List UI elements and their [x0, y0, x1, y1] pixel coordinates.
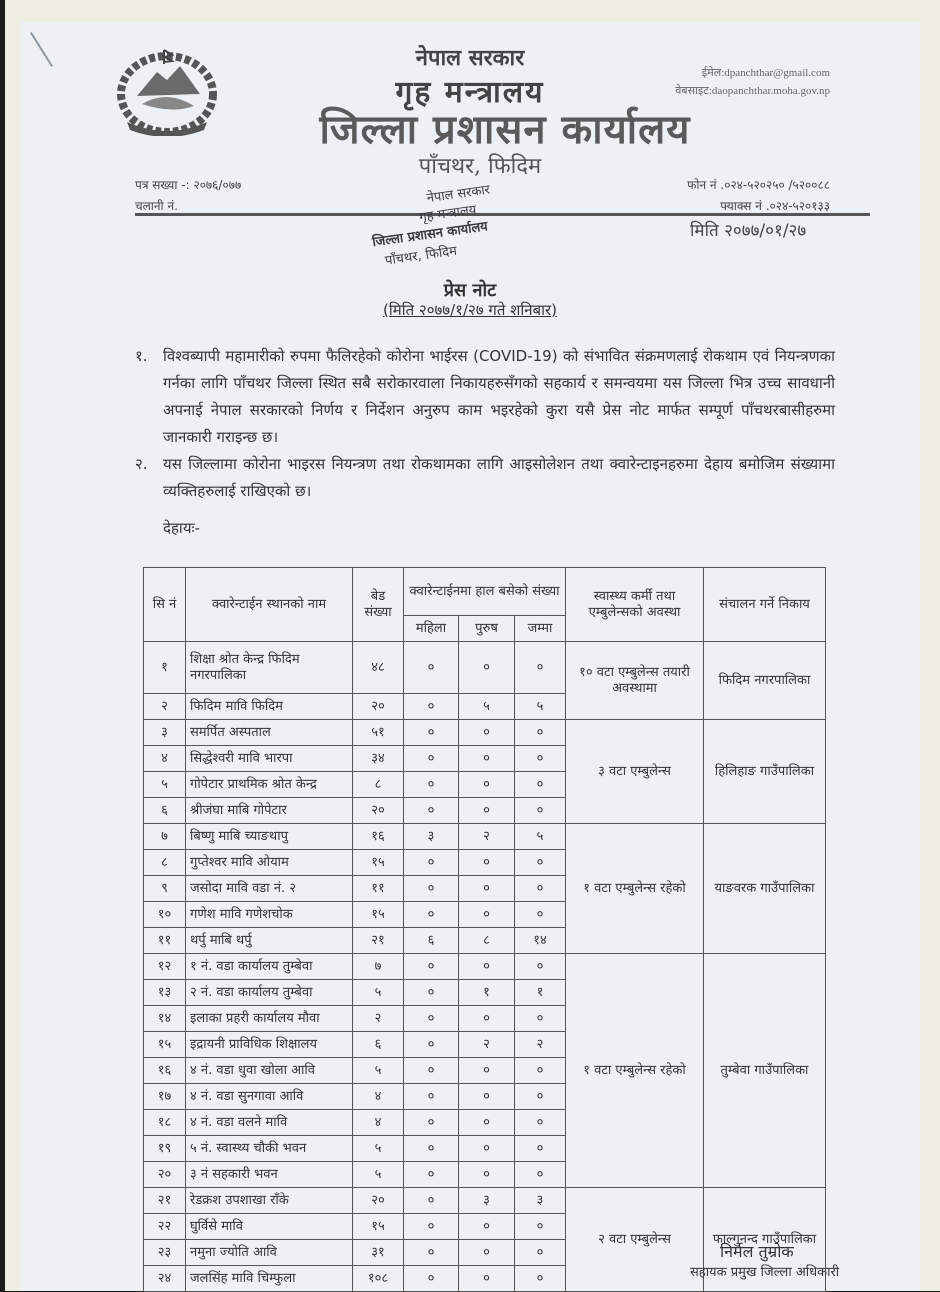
cell-female: ०	[404, 1240, 459, 1266]
paragraph-number: २.	[135, 455, 148, 473]
press-note-subtitle	[0, 300, 940, 320]
cell-name: ३ नं सहकारी भवन	[186, 1162, 353, 1188]
cell-beds: १०८	[353, 1266, 404, 1292]
cell-name: शिक्षा श्रोत केन्द्र फिदिम नगरपालिका	[186, 642, 353, 694]
government-name: नेपाल सरकार	[415, 45, 525, 71]
cell-health-status: ३ वटा एम्बुलेन्स	[566, 720, 704, 824]
cell-female: ०	[404, 1136, 459, 1162]
cell-beds: ८	[353, 772, 404, 798]
cell-total: ०	[515, 1214, 566, 1240]
header-sn: सि नं	[144, 568, 186, 642]
cell-sn: २१	[144, 1188, 186, 1214]
cell-beds: ४	[353, 1110, 404, 1136]
cell-sn: १८	[144, 1110, 186, 1136]
cell-name: रेडक्रश उपशाखा राँके	[186, 1188, 353, 1214]
nepal-emblem-icon	[112, 44, 222, 136]
cell-beds: ५	[353, 1136, 404, 1162]
cell-name: इलाका प्रहरी कार्यालय मौवा	[186, 1006, 353, 1032]
stamp-line-1: नेपाल सरकार	[425, 182, 491, 207]
cell-female: ०	[404, 694, 459, 720]
fax-number: फ्याक्स नं .०२४-५२०१३३	[720, 199, 830, 213]
header-male: पुरुष	[459, 616, 515, 642]
header-female: महिला	[404, 616, 459, 642]
cell-male: २	[459, 824, 515, 850]
cell-sn: ११	[144, 928, 186, 954]
paragraph-2	[135, 451, 835, 505]
paragraph-1	[135, 343, 835, 451]
cell-total: ०	[515, 1084, 566, 1110]
cell-total: ०	[515, 902, 566, 928]
cell-female: ३	[404, 824, 459, 850]
cell-beds: ७	[353, 954, 404, 980]
cell-male: ०	[459, 772, 515, 798]
cell-beds: ४	[353, 1084, 404, 1110]
cell-operator: हिलिहाङ गाउँपालिका	[704, 720, 826, 824]
cell-operator: फिदिम नगरपालिका	[704, 642, 826, 720]
cell-beds: ५	[353, 980, 404, 1006]
cell-name: ४ नं. वडा धुवा खोला आवि	[186, 1058, 353, 1084]
cell-male: ०	[459, 850, 515, 876]
cell-total: ०	[515, 798, 566, 824]
cell-female: ०	[404, 1266, 459, 1292]
cell-male: ०	[459, 902, 515, 928]
cell-sn: ४	[144, 746, 186, 772]
cell-total: ५	[515, 694, 566, 720]
cell-total: ०	[515, 1110, 566, 1136]
cell-male: ०	[459, 798, 515, 824]
cell-female: ०	[404, 954, 459, 980]
phone-number: फोन नं .०२४-५२०२५० /५२००८८	[687, 178, 830, 192]
cell-health-status: १० वटा एम्बुलेन्स तयारी अवस्थामा	[566, 642, 704, 720]
cell-beds: १५	[353, 850, 404, 876]
cell-beds: ४८	[353, 642, 404, 694]
quarantine-table	[143, 567, 826, 1292]
cell-name: जलसिंह मावि चिम्फुला	[186, 1266, 353, 1292]
signatory-name: निर्मल तुम्रोक	[720, 1242, 794, 1261]
cell-sn: २०	[144, 1162, 186, 1188]
cell-female: ०	[404, 850, 459, 876]
cell-male: ०	[459, 1136, 515, 1162]
ministry-name: गृह मन्त्रालय	[395, 75, 545, 110]
paragraph-text: विश्वब्यापी महामारीको रुपमा फैलिरहेको कोरोना भाईरस (COVID-19) को संभावित संक्रमणलाई रोकथाम एवं नियन्त्रणका गर्नका लागि पाँचथर जिल्ला स्थित सबै सरोकारवाला निकायहरुसँगको सहकार्य र समन्वयमा यस जिल्ला भित्र उच्च सावधानी अपनाई नेपाल सरकारको निर्णय र निर्देशन अनुरुप काम भइरहेको कुरा यसै प्रेस नोट मार्फत सम्पूर्ण पाँचथरबासीहरुमा जानकारी गराइन्छ छ।	[163, 347, 835, 446]
cell-total: ०	[515, 850, 566, 876]
cell-name: समर्पित अस्पताल	[186, 720, 353, 746]
email-text: ईमेल:dpanchthar@gmail.com	[701, 67, 830, 79]
cell-name: गुप्तेश्वर मावि ओयाम	[186, 850, 353, 876]
cell-male: ०	[459, 1266, 515, 1292]
cell-name: ४ नं. वडा सुनगावा आवि	[186, 1084, 353, 1110]
cell-name: घुर्विसे मावि	[186, 1214, 353, 1240]
cell-operator: तुम्बेवा गाउँपालिका	[704, 954, 826, 1188]
cell-total: ०	[515, 1266, 566, 1292]
cell-total: ०	[515, 954, 566, 980]
stamp-line-2: गृह मन्त्रालय	[418, 202, 478, 226]
cell-male: ०	[459, 1006, 515, 1032]
cell-health-status: १ वटा एम्बुलेन्स रहेको	[566, 824, 704, 954]
cell-sn: १५	[144, 1032, 186, 1058]
header-total: जम्मा	[515, 616, 566, 642]
cell-sn: २२	[144, 1214, 186, 1240]
signature-block	[690, 1240, 839, 1280]
cell-female: ०	[404, 1214, 459, 1240]
cell-female: ०	[404, 1110, 459, 1136]
cell-total: ०	[515, 642, 566, 694]
cell-male: २	[459, 1032, 515, 1058]
cell-operator: याङवरक गाउँपालिका	[704, 824, 826, 954]
cell-male: ०	[459, 1162, 515, 1188]
cell-total: १	[515, 980, 566, 1006]
cell-name: गोपेटार प्राथमिक श्रोत केन्द्र	[186, 772, 353, 798]
cell-total: ०	[515, 1136, 566, 1162]
cell-male: ०	[459, 876, 515, 902]
cell-male: ०	[459, 1084, 515, 1110]
cell-name: ४ नं. वडा वलने मावि	[186, 1110, 353, 1136]
cell-health-status: १ वटा एम्बुलेन्स रहेको	[566, 954, 704, 1188]
cell-total: १४	[515, 928, 566, 954]
cell-male: ०	[459, 1110, 515, 1136]
cell-male: ०	[459, 1240, 515, 1266]
cell-male: ०	[459, 1214, 515, 1240]
cell-sn: ९	[144, 876, 186, 902]
cell-female: ०	[404, 1188, 459, 1214]
cell-sn: १४	[144, 1006, 186, 1032]
stamp-line-3: जिल्ला प्रशासन कार्यालय	[371, 219, 489, 251]
cell-beds: २०	[353, 798, 404, 824]
header-name: क्वारेन्टाईन स्थानको नाम	[186, 568, 353, 642]
header-operator: संचालन गर्ने निकाय	[704, 568, 826, 642]
cell-sn: १६	[144, 1058, 186, 1084]
cell-female: ०	[404, 1084, 459, 1110]
cell-total: ०	[515, 746, 566, 772]
cell-beds: ११	[353, 876, 404, 902]
document-date: मिति २०७७/०१/२७	[690, 221, 807, 241]
cell-sn: १९	[144, 1136, 186, 1162]
cell-female: ०	[404, 798, 459, 824]
cell-sn: १	[144, 642, 186, 694]
paragraph-number: १.	[135, 347, 148, 365]
cell-beds: ५१	[353, 720, 404, 746]
cell-beds: २०	[353, 694, 404, 720]
cell-sn: १३	[144, 980, 186, 1006]
cell-female: ०	[404, 1032, 459, 1058]
cell-health-status: २ वटा एम्बुलेन्स	[566, 1188, 704, 1292]
cell-female: ६	[404, 928, 459, 954]
cell-name: इद्रायनी प्राविधिक शिक्षालय	[186, 1032, 353, 1058]
cell-female: ०	[404, 1162, 459, 1188]
cell-name: नमुना ज्योति आवि	[186, 1240, 353, 1266]
cell-sn: ५	[144, 772, 186, 798]
cell-total: ०	[515, 876, 566, 902]
cell-beds: १६	[353, 824, 404, 850]
office-location: पाँचथर, फिदिम	[418, 154, 542, 179]
cell-female: ०	[404, 1006, 459, 1032]
cell-beds: ३१	[353, 1240, 404, 1266]
cell-beds: ३४	[353, 746, 404, 772]
cell-beds: १५	[353, 902, 404, 928]
cell-male: ८	[459, 928, 515, 954]
cell-female: ०	[404, 980, 459, 1006]
cell-beds: ५	[353, 1162, 404, 1188]
cell-male: ०	[459, 954, 515, 980]
cell-beds: १५	[353, 1214, 404, 1240]
cell-male: ३	[459, 1188, 515, 1214]
signatory-designation: सहायक प्रमुख जिल्ला अधिकारी	[690, 1265, 840, 1280]
press-note-title: प्रेस नोट	[443, 280, 497, 301]
cell-name: थर्पु माबि थर्पु	[186, 928, 353, 954]
cell-total: ०	[515, 1162, 566, 1188]
cell-male: ५	[459, 694, 515, 720]
cell-name: फिदिम मावि फिदिम	[186, 694, 353, 720]
letter-number: पत्र सख्या -: २०७६/०७७	[135, 178, 242, 192]
office-name: जिल्ला प्रशासन कार्यालय	[319, 106, 691, 153]
header-health: स्वास्थ्य कर्मी तथा एम्बुलेन्सको अवस्था	[566, 568, 704, 642]
cell-operator: फाल्गुनन्द गाउँपालिका	[704, 1188, 826, 1292]
cell-female: ०	[404, 720, 459, 746]
cell-total: ३	[515, 1188, 566, 1214]
cell-male: ०	[459, 642, 515, 694]
cell-name: ५ नं. स्वास्थ्य चौकी भवन	[186, 1136, 353, 1162]
cell-male: ०	[459, 1058, 515, 1084]
cell-sn: १२	[144, 954, 186, 980]
cell-name: बिष्णु माबि च्याङथापु	[186, 824, 353, 850]
paragraph-text: यस जिल्लामा कोरोना भाइरस नियन्त्रण तथा रोकथामका लागि आइसोलेशन तथा क्वारेन्टाइनहरुमा देहाय बमोजिम संख्यामा व्यक्तिहरुलाई राखिएको छ।	[163, 455, 835, 500]
cell-name: १ नं. वडा कार्यालय तुम्बेवा	[186, 954, 353, 980]
cell-male: ०	[459, 720, 515, 746]
cell-sn: २४	[144, 1266, 186, 1292]
table-row	[144, 720, 826, 746]
cell-female: ०	[404, 642, 459, 694]
table-row	[144, 824, 826, 850]
table-row	[144, 954, 826, 980]
table-row	[144, 1188, 826, 1214]
cell-female: ०	[404, 876, 459, 902]
cell-female: ०	[404, 902, 459, 928]
cell-sn: ३	[144, 720, 186, 746]
cell-female: ०	[404, 772, 459, 798]
cell-sn: २	[144, 694, 186, 720]
cell-female: ०	[404, 746, 459, 772]
cell-name: जसोदा मावि वडा नं. २	[186, 876, 353, 902]
cell-sn: ७	[144, 824, 186, 850]
cell-total: ०	[515, 772, 566, 798]
cell-sn: ६	[144, 798, 186, 824]
cell-beds: २०	[353, 1188, 404, 1214]
cell-name: गणेश मावि गणेशचोक	[186, 902, 353, 928]
cell-male: ०	[459, 746, 515, 772]
cell-beds: ५	[353, 1058, 404, 1084]
website-text: वेबसाइट:daopanchthar.moha.gov.np	[675, 85, 830, 97]
cell-total: ०	[515, 1006, 566, 1032]
dispatch-number: चलानी नं.	[135, 199, 178, 213]
stamp-line-4: पाँचथर, फिदिम	[384, 243, 458, 269]
cell-sn: २३	[144, 1240, 186, 1266]
cell-total: ०	[515, 1058, 566, 1084]
cell-sn: १७	[144, 1084, 186, 1110]
cell-beds: २	[353, 1006, 404, 1032]
cell-beds: २१	[353, 928, 404, 954]
header-beds: बेड संख्या	[353, 568, 404, 642]
table-row	[144, 642, 826, 694]
cell-total: ५	[515, 824, 566, 850]
press-note-date: (मिति २०७७/१/२७ गते शनिबार)	[383, 301, 557, 319]
cell-name: सिद्धेश्वरी मावि भारपा	[186, 746, 353, 772]
cell-male: १	[459, 980, 515, 1006]
cell-sn: ८	[144, 850, 186, 876]
cell-total: ०	[515, 720, 566, 746]
cell-beds: ६	[353, 1032, 404, 1058]
dehay-label: देहायः-	[163, 519, 200, 537]
cell-female: ०	[404, 1058, 459, 1084]
cell-total: ०	[515, 1240, 566, 1266]
cell-name: २ नं. वडा कार्यालय तुम्बेवा	[186, 980, 353, 1006]
header-current: क्वारेन्टाईनमा हाल बसेको संख्या	[404, 568, 566, 616]
cell-name: श्रीजंघा माबि गोपेटार	[186, 798, 353, 824]
cell-total: २	[515, 1032, 566, 1058]
cell-sn: १०	[144, 902, 186, 928]
